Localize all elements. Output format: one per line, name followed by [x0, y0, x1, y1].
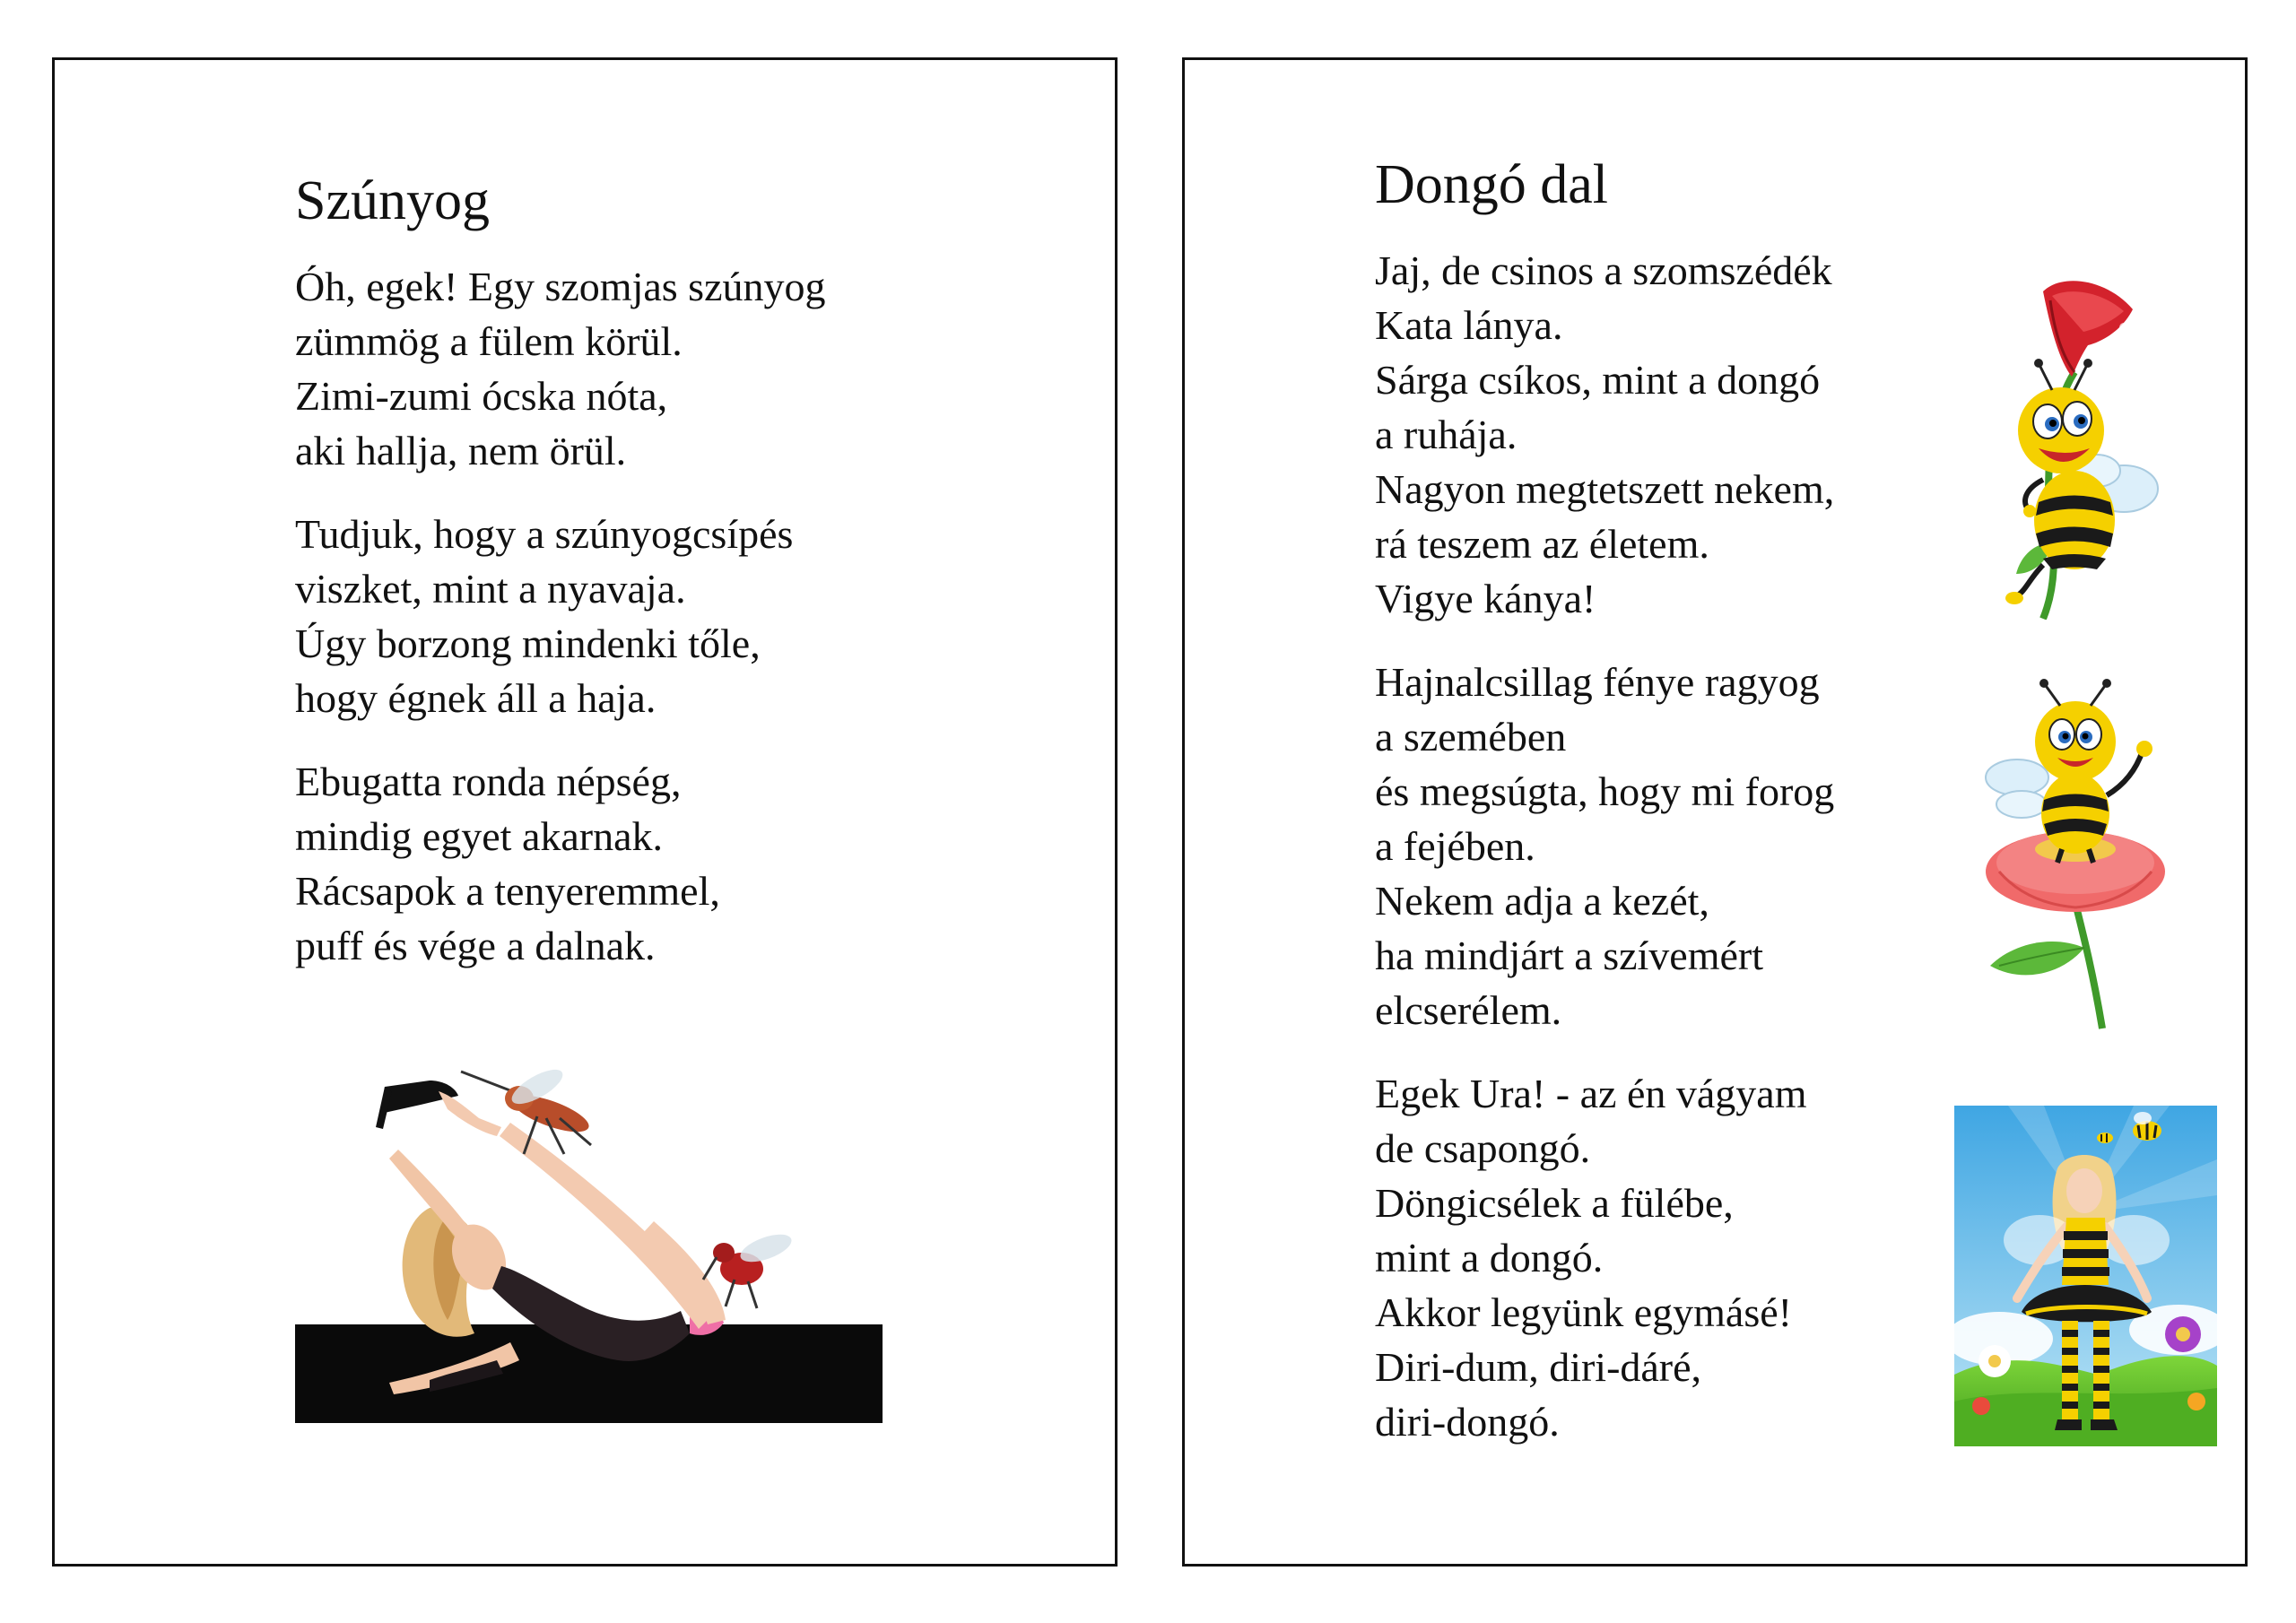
- poem-line: ha mindjárt a szívemért: [1375, 933, 1764, 978]
- bee-costume-girl-illustration: [1954, 1106, 2217, 1446]
- poem-line: Sárga csíkos, mint a dongó: [1375, 357, 1821, 403]
- poem-line: Ebugatta ronda népség,: [295, 759, 682, 804]
- poem-line: Rácsapok a tenyeremmel,: [295, 868, 720, 914]
- page-left: [52, 57, 1118, 1567]
- poem-line: diri-dongó.: [1375, 1399, 1560, 1445]
- poem-line: Vigye kánya!: [1375, 576, 1596, 621]
- bee-on-red-flower-illustration: [1989, 273, 2160, 620]
- poem-line: Úgy borzong mindenki tőle,: [295, 621, 761, 666]
- poem-line: Jaj, de csinos a szomszédék: [1375, 247, 1832, 293]
- poem-line: rá teszem az életem.: [1375, 521, 1709, 567]
- stanza-3: [295, 754, 826, 973]
- poem-line: Akkor legyünk egymásé!: [1375, 1289, 1792, 1335]
- poem-line: a fejében.: [1375, 823, 1535, 869]
- stanza-1: [295, 259, 826, 478]
- poem-line: Döngicsélek a fülébe,: [1375, 1180, 1734, 1226]
- poem-line: hogy égnek áll a haja.: [295, 675, 657, 721]
- poem-title: Szúnyog: [295, 170, 490, 231]
- page-right: [1182, 57, 2248, 1567]
- poem-line: Zimi-zumi ócska nóta,: [295, 373, 668, 419]
- poem-line: elcserélem.: [1375, 987, 1562, 1033]
- poem-line: Egek Ura! - az én vágyam: [1375, 1071, 1807, 1116]
- poem-line: Óh, egek! Egy szomjas szúnyog: [295, 264, 826, 309]
- stanza-1: [1375, 243, 1834, 626]
- poem-dongo-dal: [1375, 154, 1835, 1478]
- dancer-with-mosquitoes-illustration: [295, 1064, 883, 1448]
- poem-line: puff és vége a dalnak.: [295, 923, 656, 968]
- poem-line: Nekem adja a kezét,: [1375, 878, 1709, 924]
- poem-line: a szemében: [1375, 714, 1567, 759]
- poem-line: és megsúgta, hogy mi forog: [1375, 768, 1835, 814]
- poem-line: Nagyon megtetszett nekem,: [1375, 466, 1835, 512]
- poem-title: Dongó dal: [1375, 154, 1609, 215]
- poem-szunyog: [295, 170, 826, 1002]
- poem-line: Tudjuk, hogy a szúnyogcsípés: [295, 511, 794, 557]
- poem-line: de csapongó.: [1375, 1125, 1591, 1171]
- stanza-3: [1375, 1066, 1834, 1449]
- poem-line: zümmög a fülem körül.: [295, 318, 683, 364]
- poem-line: mindig egyet akarnak.: [295, 813, 664, 859]
- poem-line: Kata lánya.: [1375, 302, 1563, 348]
- poem-line: Diri-dum, diri-dáré,: [1375, 1344, 1702, 1390]
- poem-line: a ruhája.: [1375, 412, 1518, 457]
- poem-line: viszket, mint a nyavaja.: [295, 566, 686, 612]
- bee-on-pink-daisy-illustration: [1972, 679, 2179, 1033]
- poem-line: aki hallja, nem örül.: [295, 428, 627, 473]
- stanza-2: [1375, 655, 1834, 1037]
- poem-line: Hajnalcsillag fénye ragyog: [1375, 659, 1820, 705]
- stanza-2: [295, 507, 826, 725]
- bee-icon: [2097, 1133, 2113, 1143]
- poem-line: mint a dongó.: [1375, 1235, 1604, 1280]
